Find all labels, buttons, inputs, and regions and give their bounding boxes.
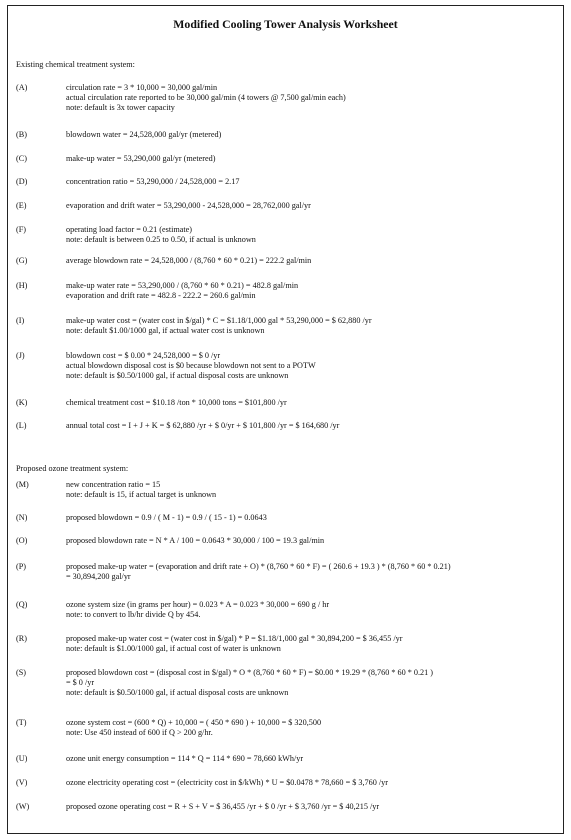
row-letter: (S) [16,668,27,677]
row-line: proposed make-up water = (evaporation and drift rate + O) * (8,760 * 60 * F) = ( 260.6 + 19.3 ) * (8,760 * 60 * 0.21) [66,562,451,571]
row-line: note: default $1.00/1000 gal, if actual water cost is unknown [66,326,265,335]
row-line: make-up water = 53,290,000 gal/yr (metered) [66,154,216,163]
row-line: note: default is $0.50/1000 gal, if actual disposal costs are unknown [66,371,289,380]
row-line: circulation rate = 3 * 10,000 = 30,000 gal/min [66,83,218,92]
row-body [66,351,557,381]
row-line: annual total cost = I + J + K = $ 62,880 /yr + $ 0/yr + $ 101,800 /yr = $ 164,680 /yr [66,421,340,430]
row-line: operating load factor = 0.21 (estimate) [66,225,193,234]
row-letter: (T) [16,718,27,727]
row-letter: (I) [16,316,25,325]
row-line: evaporation and drift water = 53,290,000 - 24,528,000 = 28,762,000 gal/yr [66,201,311,210]
row-line: = 30,894,200 gal/yr [66,572,131,581]
row-body [66,562,557,582]
worksheet [7,5,564,834]
row-body [66,480,557,500]
row-line: concentration ratio = 53,290,000 / 24,528,000 = 2.17 [66,177,240,186]
row-letter: (D) [16,177,28,186]
row-line: make-up water rate = 53,290,000 / (8,760 * 60 * 0.21) = 482.8 gal/min [66,281,299,290]
row-letter: (H) [16,281,28,290]
row-line: note: default is between 0.25 to 0.50, if actual is unknown [66,235,256,244]
row-body [66,225,557,245]
row-line: ozone system size (in grams per hour) = 0.023 * A = 0.023 * 30,000 = 690 g / hr [66,600,330,609]
row-letter: (W) [16,802,30,811]
row-line: blowdown cost = $ 0.00 * 24,528,000 = $ 0 /yr [66,351,221,360]
row-body [66,154,557,164]
row-line: proposed make-up water cost = (water cost in $/gal) * P = $1.18/1,000 gal * 30,894,200 = $ 36,455 /yr [66,634,403,643]
row-body [66,668,557,698]
row-letter: (O) [16,536,28,545]
row-body [66,600,557,620]
row-letter: (V) [16,778,28,787]
row-line: ozone unit energy consumption = 114 * Q = 114 * 690 = 78,660 kWh/yr [66,754,304,763]
row-letter: (B) [16,130,27,139]
row-body [66,316,557,336]
row-line: note: default is 3x tower capacity [66,103,175,112]
section-existing: Existing chemical treatment system: [16,60,135,69]
row-line: ozone system cost = (600 * Q) + 10,000 = ( 450 * 690 ) + 10,000 = $ 320,500 [66,718,322,727]
row-letter: (K) [16,398,28,407]
row-line: note: to convert to lb/hr divide Q by 454. [66,610,201,619]
row-letter: (R) [16,634,27,643]
row-body [66,421,557,431]
row-body [66,778,557,788]
row-body [66,513,557,523]
row-body [66,536,557,546]
row-line: make-up water cost = (water cost in $/gal) * C = $1.18/1,000 gal * 53,290,000 = $ 62,880 /yr [66,316,372,325]
row-letter: (A) [16,83,28,92]
row-line: note: default is 15, if actual target is unknown [66,490,217,499]
row-letter: (J) [16,351,25,360]
row-body [66,802,557,812]
row-line: note: default is $1.00/1000 gal, if actual cost of water is unknown [66,644,281,653]
row-body [66,130,557,140]
section-proposed: Proposed ozone treatment system: [16,464,129,473]
row-line: proposed blowdown rate = N * A / 100 = 0.0643 * 30,000 / 100 = 19.3 gal/min [66,536,325,545]
row-body [66,256,557,266]
row-line: note: Use 450 instead of 600 if Q > 200 g/hr. [66,728,213,737]
row-body [66,281,557,301]
row-line: actual blowdown disposal cost is $0 because blowdown not sent to a POTW [66,361,316,370]
row-letter: (G) [16,256,28,265]
row-letter: (F) [16,225,27,234]
row-letter: (U) [16,754,28,763]
row-letter: (E) [16,201,27,210]
row-letter: (L) [16,421,27,430]
row-line: proposed blowdown cost = (disposal cost in $/gal) * O * (8,760 * 60 * F) = $0.00 * 19.29 * (8,760 * 60 * 0.21 ) [66,668,433,677]
row-line: blowdown water = 24,528,000 gal/yr (metered) [66,130,222,139]
row-line: actual circulation rate reported to be 30,000 gal/min (4 towers @ 7,500 gal/min each) [66,93,346,102]
row-letter: (M) [16,480,29,489]
row-body [66,634,557,654]
row-line: evaporation and drift rate = 482.8 - 222.2 = 260.6 gal/min [66,291,256,300]
row-line: proposed ozone operating cost = R + S + V = $ 36,455 /yr + $ 0 /yr + $ 3,760 /yr = $ 40,215 /yr [66,802,380,811]
row-line: new concentration ratio = 15 [66,480,161,489]
row-body [66,201,557,211]
row-letter: (P) [16,562,27,571]
row-line: chemical treatment cost = $10.18 /ton * 10,000 tons = $101,800 /yr [66,398,287,407]
row-letter: (N) [16,513,28,522]
row-line: average blowdown rate = 24,528,000 / (8,760 * 60 * 0.21) = 222.2 gal/min [66,256,312,265]
row-line: note: default is $0.50/1000 gal, if actual disposal costs are unknown [66,688,289,697]
worksheet-title: Modified Cooling Tower Analysis Worksheet [173,17,398,31]
row-line: = $ 0 /yr [66,678,95,687]
row-body [66,177,557,187]
row-body [66,754,557,764]
row-line: ozone electricity operating cost = (electricity cost in $/kWh) * U = $0.0478 * 78,660 = $ 3,760 /yr [66,778,388,787]
row-body [66,83,557,113]
row-body [66,718,557,738]
row-letter: (C) [16,154,27,163]
row-line: proposed blowdown = 0.9 / ( M - 1) = 0.9 / ( 15 - 1) = 0.0643 [66,513,267,522]
row-body [66,398,557,408]
row-letter: (Q) [16,600,28,609]
